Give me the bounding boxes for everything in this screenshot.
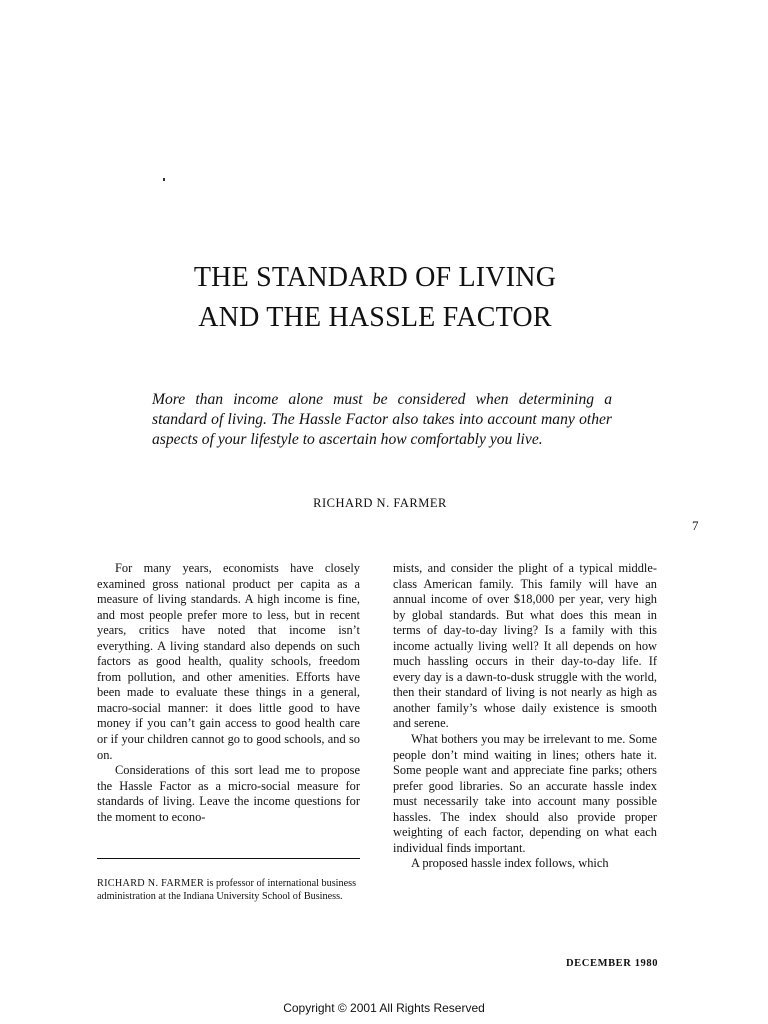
page-number: 7 bbox=[692, 518, 699, 533]
scan-speck bbox=[163, 178, 165, 181]
author-byline: RICHARD N. FARMER bbox=[313, 496, 447, 510]
paragraph: Considerations of this sort lead me to propose the Hassle Factor as a micro-social measure for standards of living. Leave the income questions for the moment to econo- bbox=[97, 763, 360, 824]
paragraph: A proposed hassle index follows, which bbox=[411, 856, 609, 871]
footnote-author-name: RICHARD N. FARMER bbox=[97, 878, 205, 889]
article-abstract: More than income alone must be considered when determining a standard of living. The Hassle Factor also takes into account many other aspects of your lifestyle to ascertain how comfortably you live. bbox=[152, 391, 612, 448]
article-title bbox=[0, 258, 750, 338]
article-title-line-1: THE STANDARD OF LIVING bbox=[193, 262, 557, 293]
paragraph: What bothers you may be irrelevant to me. Some people don’t mind waiting in lines; others hate it. Some people want and appreciate fine parks; others prefer good libraries. So an accurate hassle index must necessarily take into account many possible hassles. The index should also provide proper weighting of each factor, depending on what each individual finds important. bbox=[393, 732, 657, 855]
copyright-notice: Copyright © 2001 All Rights Reserved bbox=[283, 1001, 485, 1015]
footnote-text: is professor of international business administration at the Indiana University School of Business. bbox=[97, 878, 357, 902]
article-title-line-2: AND THE HASSLE FACTOR bbox=[198, 302, 552, 333]
body-column-right bbox=[393, 561, 657, 872]
body-column-left bbox=[97, 561, 360, 825]
footnote-divider bbox=[97, 858, 360, 859]
issue-date: DECEMBER 1980 bbox=[566, 958, 659, 969]
author-footnote bbox=[97, 878, 360, 903]
paragraph: For many years, economists have closely examined gross national product per capita as a measure of living standards. A high income is fine, and most people prefer more to less, but in recent years, critics have noted that income isn’t everything. A living standard also depends on such factors as good health, quality schools, freedom from pollution, and other amenities. Efforts have been made to evaluate these things in a general, macro-social manner: it does little good to have money if you can’t gain access to good health care or if your children cannot go to good schools, and so on. bbox=[97, 561, 360, 762]
paragraph: mists, and consider the plight of a typical middle-class American family. This family will have an annual income of over $18,000 per year, very high by global standards. But what does this mean in terms of day-to-day living? Is a family with this income actually living well? It all depends on how much hassling occurs in their day-to-day life. If every day is a dawn-to-dusk struggle with the world, then their standard of living is not nearly as high as another family’s whose daily existence is smooth and serene. bbox=[393, 561, 657, 731]
